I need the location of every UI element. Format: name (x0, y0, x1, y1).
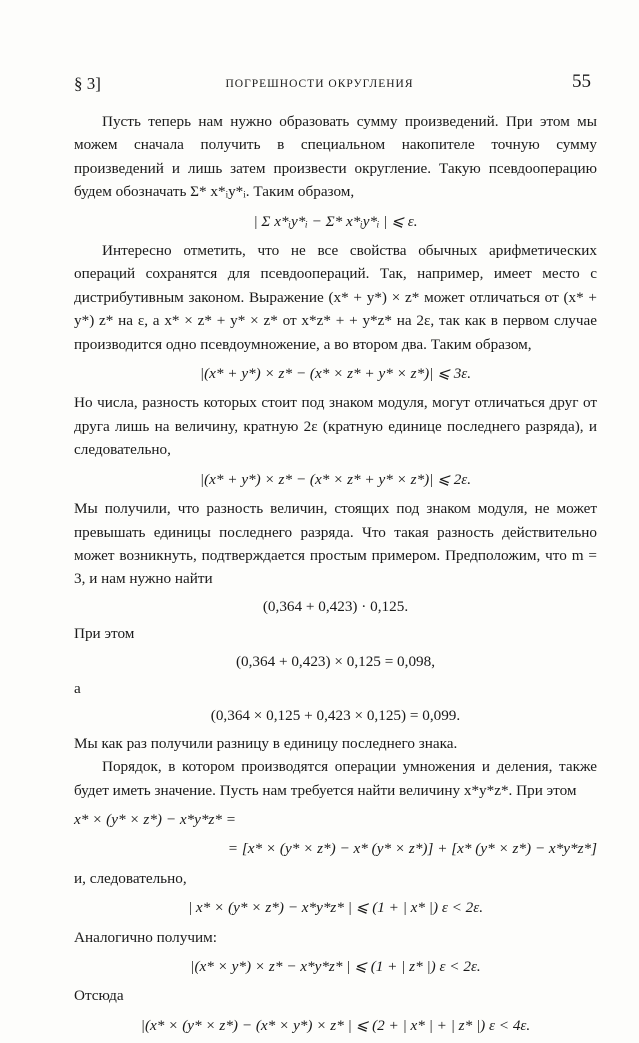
formula-7a: x* × (y* × z*) − x*y*z* = (74, 810, 237, 828)
paragraph-6: Порядок, в котором производятся операции умножения и деления, также будет иметь значение. Пусть нам требуется найти величину x*y*z*. При этом (74, 758, 597, 799)
section-marker: § 3] (74, 74, 101, 93)
formula-4: (0,364 + 0,423) · 0,125. (262, 597, 409, 615)
paragraph-1: Пусть теперь нам нужно образовать сумму произведений. При этом мы можем сначала получить в специальном накопителе точную сумму произведений и лишь затем произвести округление. Такую псевдооперацию будем обозначать Σ* x*ᵢy*ᵢ. Таким образом, (74, 113, 597, 201)
formula-7b: = [x* × (y* × z*) − x* (y* × z*)] + [x* (y* × z*) − x*y*z*] (227, 840, 597, 858)
running-title: ПОГРЕШНОСТИ ОКРУГЛЕНИЯ (225, 78, 414, 90)
paragraph-3: Но числа, разность которых стоит под знаком модуля, могут отличаться друг от друга лишь на величину, кратную 2ε (кратную единице последнего разряда), и следовательно, (74, 394, 597, 459)
paragraph-5: Мы как раз получили разницу в единицу последнего знака. (74, 734, 458, 752)
formula-2: |(x* + y*) × z* − (x* × z* + y* × z*)| ⩽ 3ε. (199, 365, 472, 383)
formula-1: | Σ x*ᵢy*ᵢ − Σ* x*ᵢy*ᵢ | ⩽ ε. (253, 212, 418, 230)
label-analogichno: Аналогично получим: (74, 928, 217, 946)
paragraph-2: Интересно отметить, что не все свойства обычных арифметических операций сохранятся для псевдоопераций. Так, например, имеет место с дистрибутивным законом. Выражение (x* + y*) × z* может отличаться от (x* + y*) z* на ε, а x* × z* + y* × z* от x*z* + + y*z* на 2ε, так как в первом случае производится одно псевдоумножение, а во втором два. Таким образом, (74, 242, 597, 353)
formula-5: (0,364 + 0,423) × 0,125 = 0,098, (235, 652, 436, 670)
formula-9: |(x* × y*) × z* − x*y*z* | ⩽ (1 + | z* |) ε < 2ε. (190, 958, 481, 975)
formula-6: (0,364 × 0,125 + 0,423 × 0,125) = 0,099. (210, 707, 461, 725)
paragraph-4: Мы получили, что разность величин, стоящих под знаком модуля, не может превышать единицы последнего разряда. Что такая разность действительно может возникнуть, подтверждается простым примером. Предположим, что m = 3, и нам нужно найти (74, 500, 597, 588)
formula-3: |(x* + y*) × z* − (x* × z* + y* × z*)| ⩽ 2ε. (199, 470, 472, 488)
page-body (74, 110, 597, 1043)
label-a: а (74, 679, 81, 697)
label-pri-etom: При этом (74, 625, 135, 643)
page-number: 55 (572, 71, 591, 92)
formula-10: |(x* × (y* × z*) − (x* × y*) × z* | ⩽ (2 + | x* | + | z* |) ε < 4ε. (140, 1016, 531, 1034)
formula-8: | x* × (y* × z*) − x*y*z* | ⩽ (1 + | x* |) ε < 2ε. (187, 899, 484, 917)
label-otsyuda: Отсюда (74, 987, 124, 1005)
label-sledovatelno: и, следовательно, (74, 869, 187, 887)
